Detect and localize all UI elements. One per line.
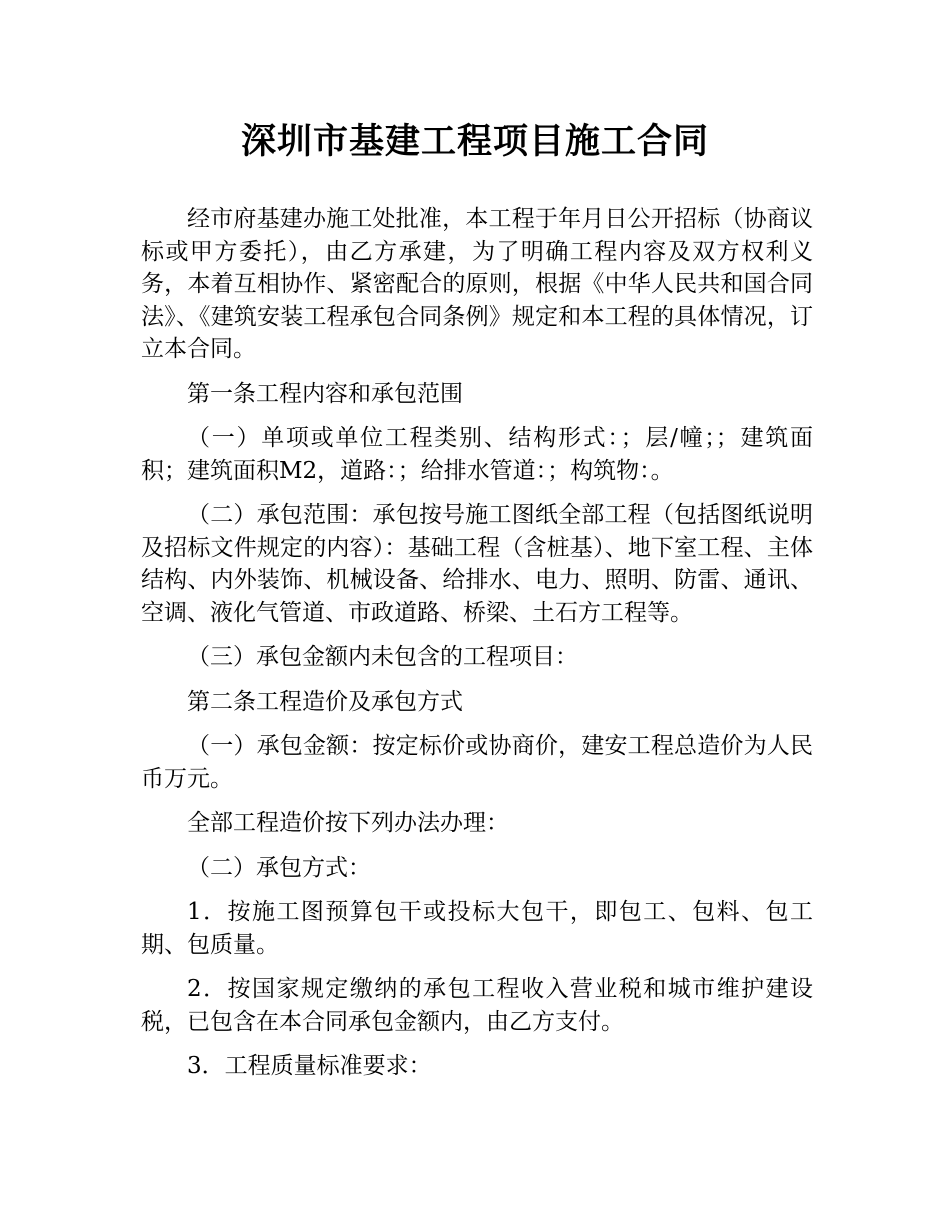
paragraph-article-1-item-1: （一）单项或单位工程类别、结构形式：；层/幢；；建筑面积；建筑面积M2，道路：；给排水管道：；构筑物：。: [141, 425, 813, 484]
paragraph-article-2-heading: 第二条工程造价及承包方式: [187, 688, 463, 715]
document-title: 深圳市基建工程项目施工合同: [240, 122, 709, 162]
paragraph-clause-1: 1．按施工图预算包干或投标大包干，即包工、包料、包工期、包质量。: [141, 899, 813, 958]
paragraph-article-2-item-1: （一）承包金额：按定标价或协商价，建安工程总造价为人民币万元。: [141, 733, 813, 792]
paragraph-article-2-item-2: （二）承包方式：: [187, 854, 371, 881]
paragraph-article-1-item-2: （二）承包范围：承包按号施工图纸全部工程（包括图纸说明及招标文件规定的内容）：基础工程（含桩基）、地下室工程、主体结构、内外装饰、机械设备、给排水、电力、照明、防雷、通讯、空调、液化气管道、市政道路、桥梁、土石方工程等。: [141, 502, 813, 626]
paragraph-article-1-heading: 第一条工程内容和承包范围: [187, 380, 463, 407]
paragraph-preamble: 经市府基建办施工处批准，本工程于年月日公开招标（协商议标或甲方委托），由乙方承建，为了明确工程内容及双方权利义务，本着互相协作、紧密配合的原则，根据《中华人民共和国合同法》、《建筑安装工程承包合同条例》规定和本工程的具体情况，订立本合同。: [141, 206, 813, 362]
document-body: [141, 203, 813, 1095]
paragraph-clause-2: 2．按国家规定缴纳的承包工程收入营业税和城市维护建设税，已包含在本合同承包金额内，由乙方支付。: [141, 976, 813, 1035]
paragraph-clause-3: 3．工程质量标准要求：: [187, 1053, 432, 1079]
paragraph-pricing-method: 全部工程造价按下列办法办理：: [187, 810, 509, 836]
paragraph-article-1-item-3: （三）承包金额内未包含的工程项目：: [187, 644, 578, 670]
